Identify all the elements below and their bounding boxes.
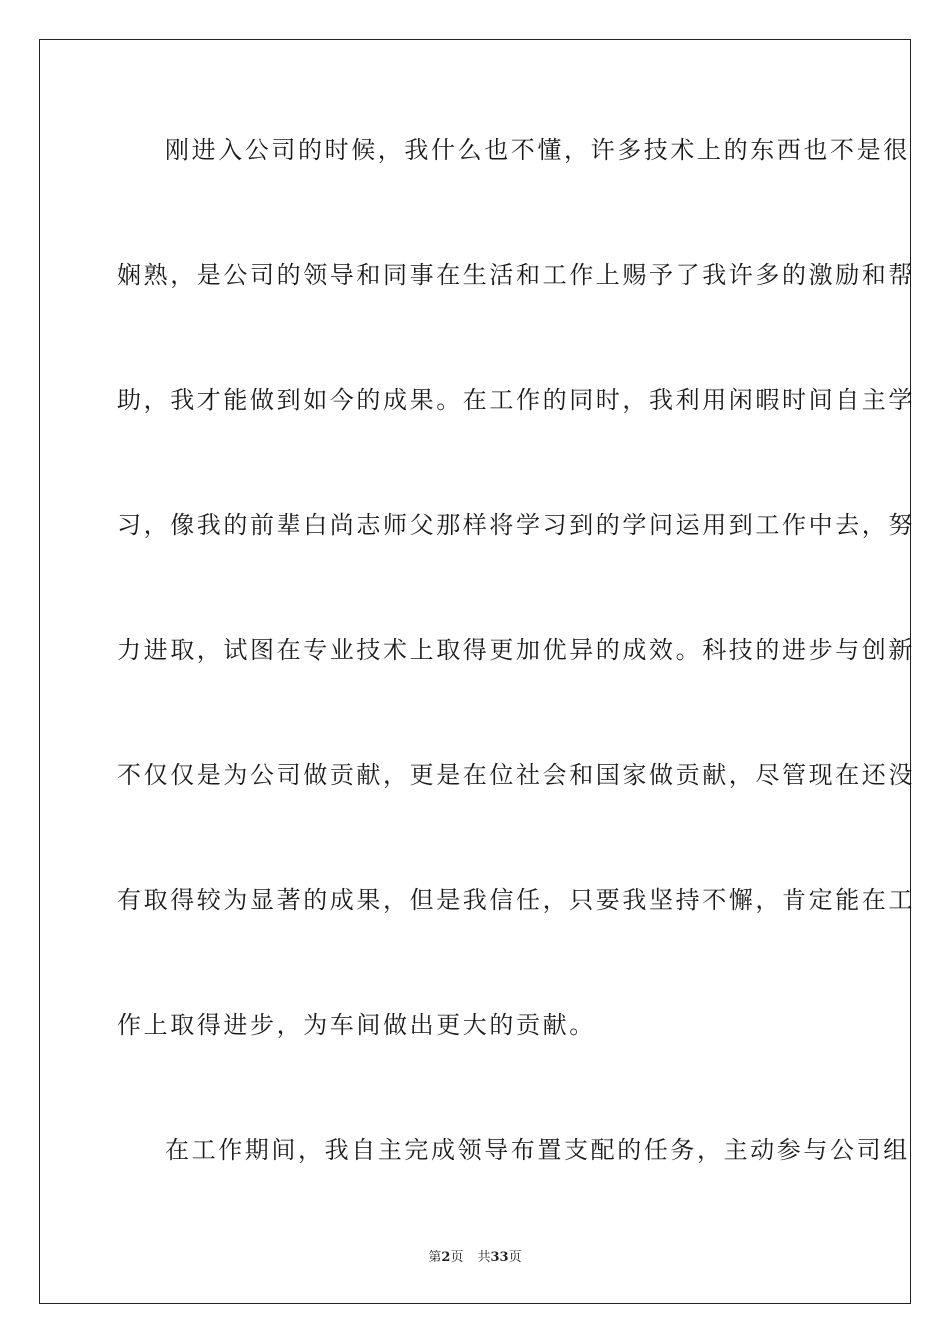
paragraph-1-line-8: 作上取得进步，为车间做出更大的贡献。 bbox=[117, 1011, 596, 1039]
total-suffix: 页 bbox=[508, 1250, 522, 1265]
page-suffix: 页 bbox=[450, 1250, 464, 1265]
total-prefix: 共 bbox=[477, 1250, 491, 1265]
total-pages: 33 bbox=[490, 1250, 509, 1265]
page-border bbox=[39, 39, 915, 1304]
page-number: 2 bbox=[441, 1250, 451, 1265]
paragraph-1-line-6: 不仅仅是为公司做贡献，更是在位社会和国家做贡献，尽管现在还没 bbox=[117, 761, 915, 789]
paragraph-1-line-4: 习，像我的前辈白尚志师父那样将学习到的学问运用到工作中去，努 bbox=[117, 511, 915, 539]
paragraph-2-line-1: 在工作期间，我自主完成领导布置支配的任务，主动参与公司组 bbox=[165, 1136, 910, 1164]
page-footer bbox=[0, 1250, 950, 1266]
paragraph-1-line-2: 娴熟，是公司的领导和同事在生活和工作上赐予了我许多的激励和帮 bbox=[117, 261, 915, 289]
paragraph-1-line-7: 有取得较为显著的成果，但是我信任，只要我坚持不懈，肯定能在工 bbox=[117, 886, 915, 914]
paragraph-1-line-5: 力进取，试图在专业技术上取得更加优异的成效。科技的进步与创新 bbox=[117, 636, 915, 664]
page-prefix: 第 bbox=[428, 1250, 442, 1265]
paragraph-1-line-3: 助，我才能做到如今的成果。在工作的同时，我利用闲暇时间自主学 bbox=[117, 386, 915, 414]
paragraph-1-line-1: 刚进入公司的时候，我什么也不懂，许多技术上的东西也不是很 bbox=[165, 136, 910, 164]
